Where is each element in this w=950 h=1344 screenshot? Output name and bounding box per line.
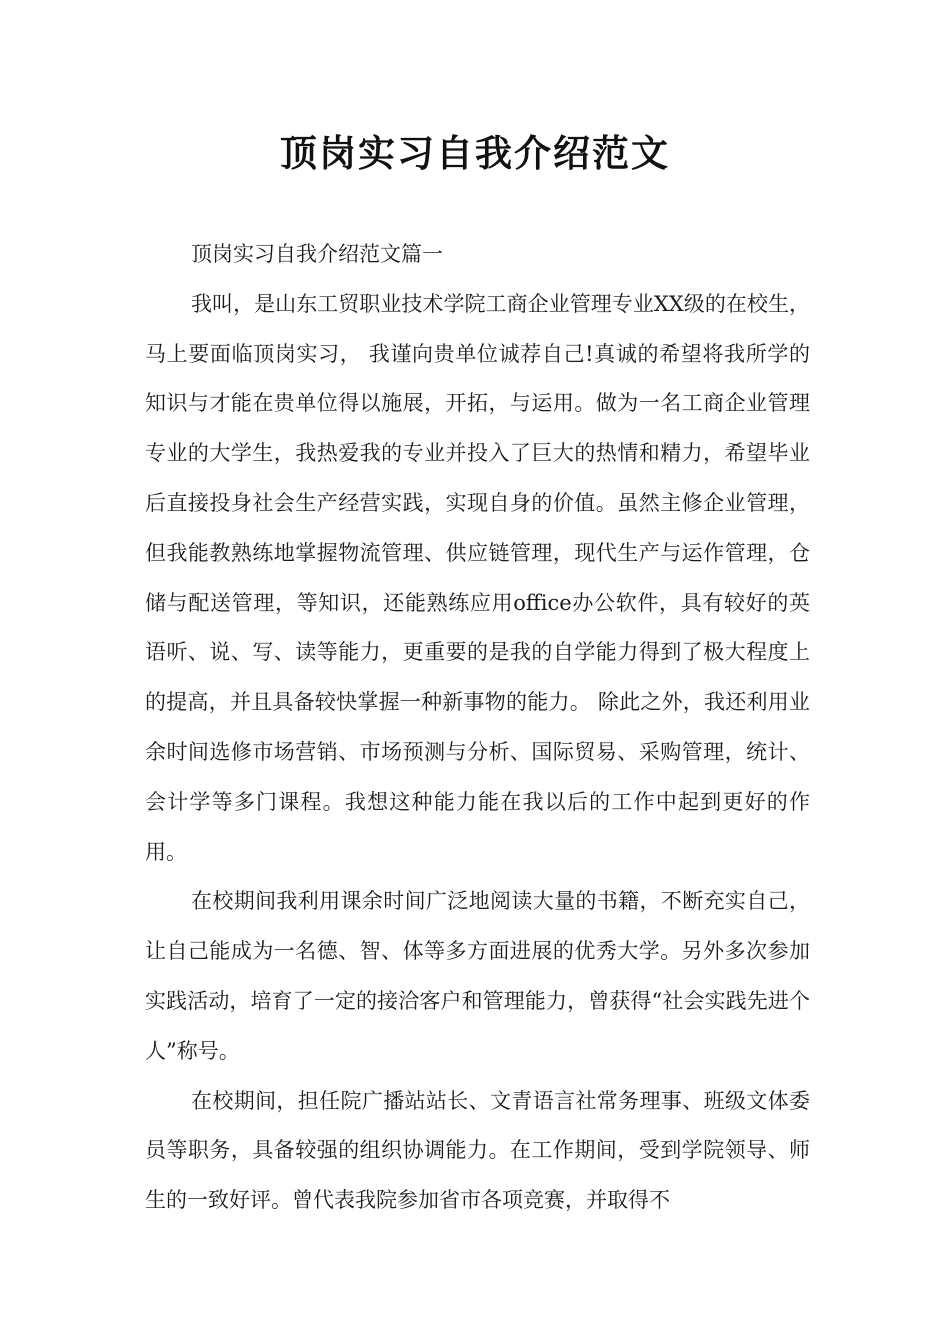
paragraph-positions: 在校期间，担任院广播站站长、文青语言社常务理事、班级文体委员等职务，具备较强的组织协调能力。在工作期间，受到学院领导、师生的一致好评。曾代表我院参加省市各项竞赛，并取得不 <box>145 1088 810 1213</box>
paragraph-reading: 在校期间我利用课余时间广泛地阅读大量的书籍，不断充实自己，让自己能成为一名德、智、体等多方面进展的优秀大学。另外多次参加实践活动，培育了一定的接洽客户和管理能力，曾获得“社会实践先进个人”称号。 <box>145 889 810 1063</box>
paragraph-intro: 我叫，是山东工贸职业技术学院工商企业管理专业XX级的在校生，马上要面临顶岗实习， 我谨向贵单位诚荐自己!真诚的希望将我所学的知识与才能在贵单位得以施展，开拓，与运用。做为一名工商企业管理专业的大学生，我热爱我的专业并投入了巨大的热情和精力，希望毕业后直接投身社会生产经营实践，实现自身的价值。虽然主修企业管理，但我能教熟练地掌握物流管理、供应链管理，现代生产与运作管理，仓储与配送管理，等知识，还能熟练应用office办公软件，具有较好的英语听、说、写、读等能力，更重要的是我的自学能力得到了极大程度上的提高，并且具备较快掌握一种新事物的能力。 除此之外，我还利用业余时间选修市场营销、市场预测与分析、国际贸易、采购管理，统计、会计学等多门课程。我想这种能力能在我以后的工作中起到更好的作用。 <box>145 291 810 864</box>
section-heading: 顶岗实习自我介绍范文篇一 <box>191 242 443 266</box>
document-body <box>145 230 810 1226</box>
document-title: 顶岗实习自我介绍范文 <box>280 132 670 175</box>
